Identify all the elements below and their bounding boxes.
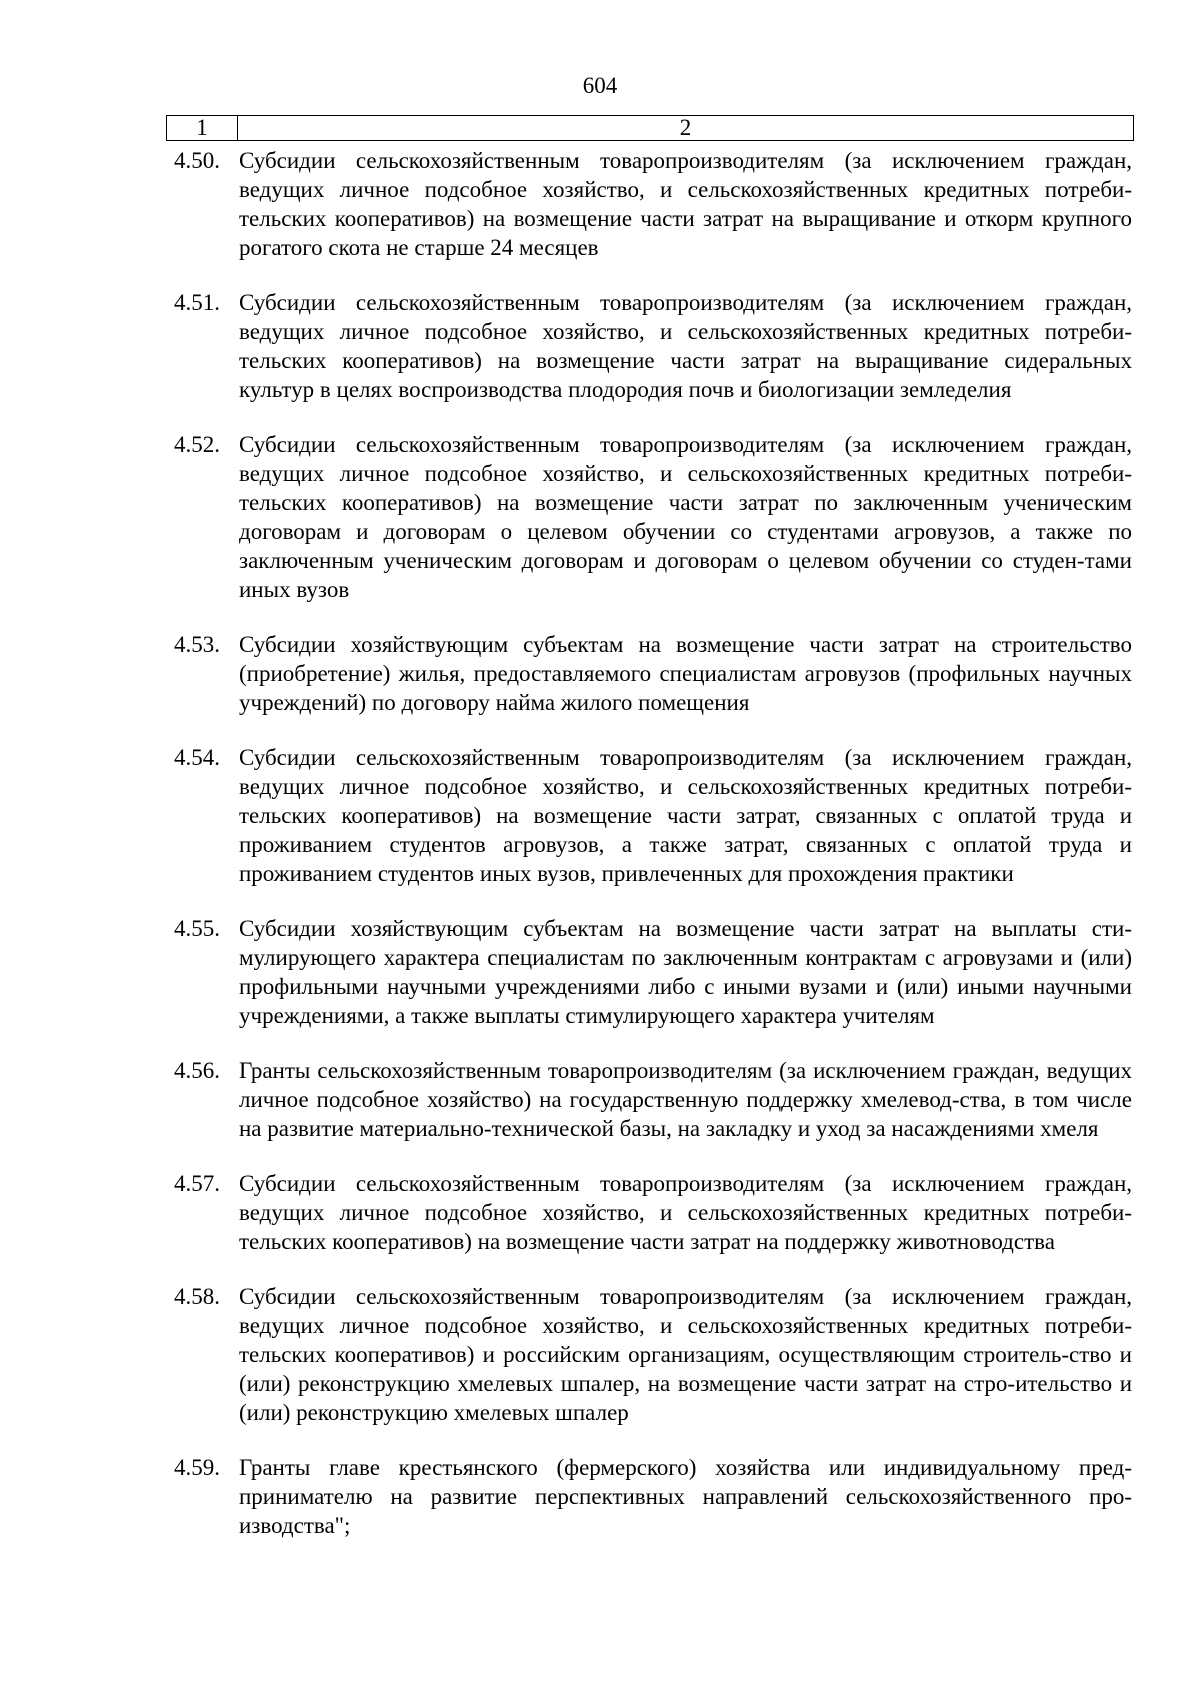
table-header-col-2: 2 — [679, 115, 692, 140]
table-row — [166, 630, 1134, 717]
row-number: 4.53. — [174, 632, 220, 657]
table-body — [166, 146, 1134, 1566]
row-text: Субсидии сельскохозяйственным товаропроизводителям (за исключением граждан, ведущих личное подсобное хозяйство, и сельскохозяйственных кредитных потреби-тельских кооперативов) и российским организациям, осуществляющим строитель-ство и (или) реконструкцию хмелевых шпалер, на возмещение части затрат на стро-ительство и (или) реконструкцию хмелевых шпалер — [239, 1284, 1132, 1425]
table-row — [166, 1282, 1134, 1427]
row-number: 4.58. — [174, 1284, 220, 1309]
row-number: 4.55. — [174, 916, 220, 941]
row-number: 4.51. — [174, 290, 220, 315]
row-text: Субсидии сельскохозяйственным товаропроизводителям (за исключением граждан, ведущих личное подсобное хозяйство, и сельскохозяйственных кредитных потреби-тельских кооперативов) на возмещение части затрат, связанных с оплатой труда и проживанием студентов агровузов, а также затрат, связанных с оплатой труда и проживанием студентов иных вузов, привлеченных для прохождения практики — [239, 745, 1132, 886]
table-row — [166, 743, 1134, 888]
row-number: 4.52. — [174, 432, 220, 457]
row-text: Субсидии хозяйствующим субъектам на возмещение части затрат на строительство (приобретение) жилья, предоставляемого специалистам агровузов (профильных научных учреждений) по договору найма жилого помещения — [239, 632, 1132, 715]
table-row — [166, 1169, 1134, 1256]
table-row — [166, 430, 1134, 604]
row-text: Субсидии хозяйствующим субъектам на возмещение части затрат на выплаты сти-мулирующего характера специалистам по заключенным контрактам с агровузами и (или) профильными научными учреждениями либо с иными вузами и (или) иными научными учреждениями, а также выплаты стимулирующего характера учителям — [239, 916, 1132, 1028]
table-row — [166, 914, 1134, 1030]
table-header — [166, 115, 1134, 141]
row-number: 4.59. — [174, 1455, 220, 1480]
row-number: 4.57. — [174, 1171, 220, 1196]
table-row — [166, 288, 1134, 404]
row-text: Субсидии сельскохозяйственным товаропроизводителям (за исключением граждан, ведущих личное подсобное хозяйство, и сельскохозяйственных кредитных потреби-тельских кооперативов) на возмещение части затрат на выращивание сидеральных культур в целях воспроизводства плодородия почв и биологизации земледелия — [239, 290, 1132, 402]
row-number: 4.50. — [174, 148, 220, 173]
row-text: Гранты главе крестьянского (фермерского) хозяйства или индивидуальному пред-принимателю на развитие перспективных направлений сельскохозяйственного про-изводства"; — [239, 1455, 1132, 1538]
table-row — [166, 1453, 1134, 1540]
row-number: 4.56. — [174, 1058, 220, 1083]
table-row — [166, 1056, 1134, 1143]
row-number: 4.54. — [174, 745, 220, 770]
row-text: Субсидии сельскохозяйственным товаропроизводителям (за исключением граждан, ведущих личное подсобное хозяйство, и сельскохозяйственных кредитных потреби-тельских кооперативов) на возмещение части затрат по заключенным ученическим договорам и договорам о целевом обучении со студентами агровузов, а также по заключенным ученическим договорам и договорам о целевом обучении со студен-тами иных вузов — [239, 432, 1132, 602]
row-text: Субсидии сельскохозяйственным товаропроизводителям (за исключением граждан, ведущих личное подсобное хозяйство, и сельскохозяйственных кредитных потреби-тельских кооперативов) на возмещение части затрат на выращивание и откорм крупного рогатого скота не старше 24 месяцев — [239, 148, 1132, 260]
page-number: 604 — [582, 73, 618, 98]
row-text: Субсидии сельскохозяйственным товаропроизводителям (за исключением граждан, ведущих личное подсобное хозяйство, и сельскохозяйственных кредитных потреби-тельских кооперативов) на возмещение части затрат на поддержку животноводства — [239, 1171, 1132, 1254]
row-text: Гранты сельскохозяйственным товаропроизводителям (за исключением граждан, ведущих личное подсобное хозяйство) на государственную поддержку хмелевод-ства, в том числе на развитие материально-технической базы, на закладку и уход за насаждениями хмеля — [239, 1058, 1132, 1141]
table-header-col-1: 1 — [167, 116, 238, 140]
table-row — [166, 146, 1134, 262]
